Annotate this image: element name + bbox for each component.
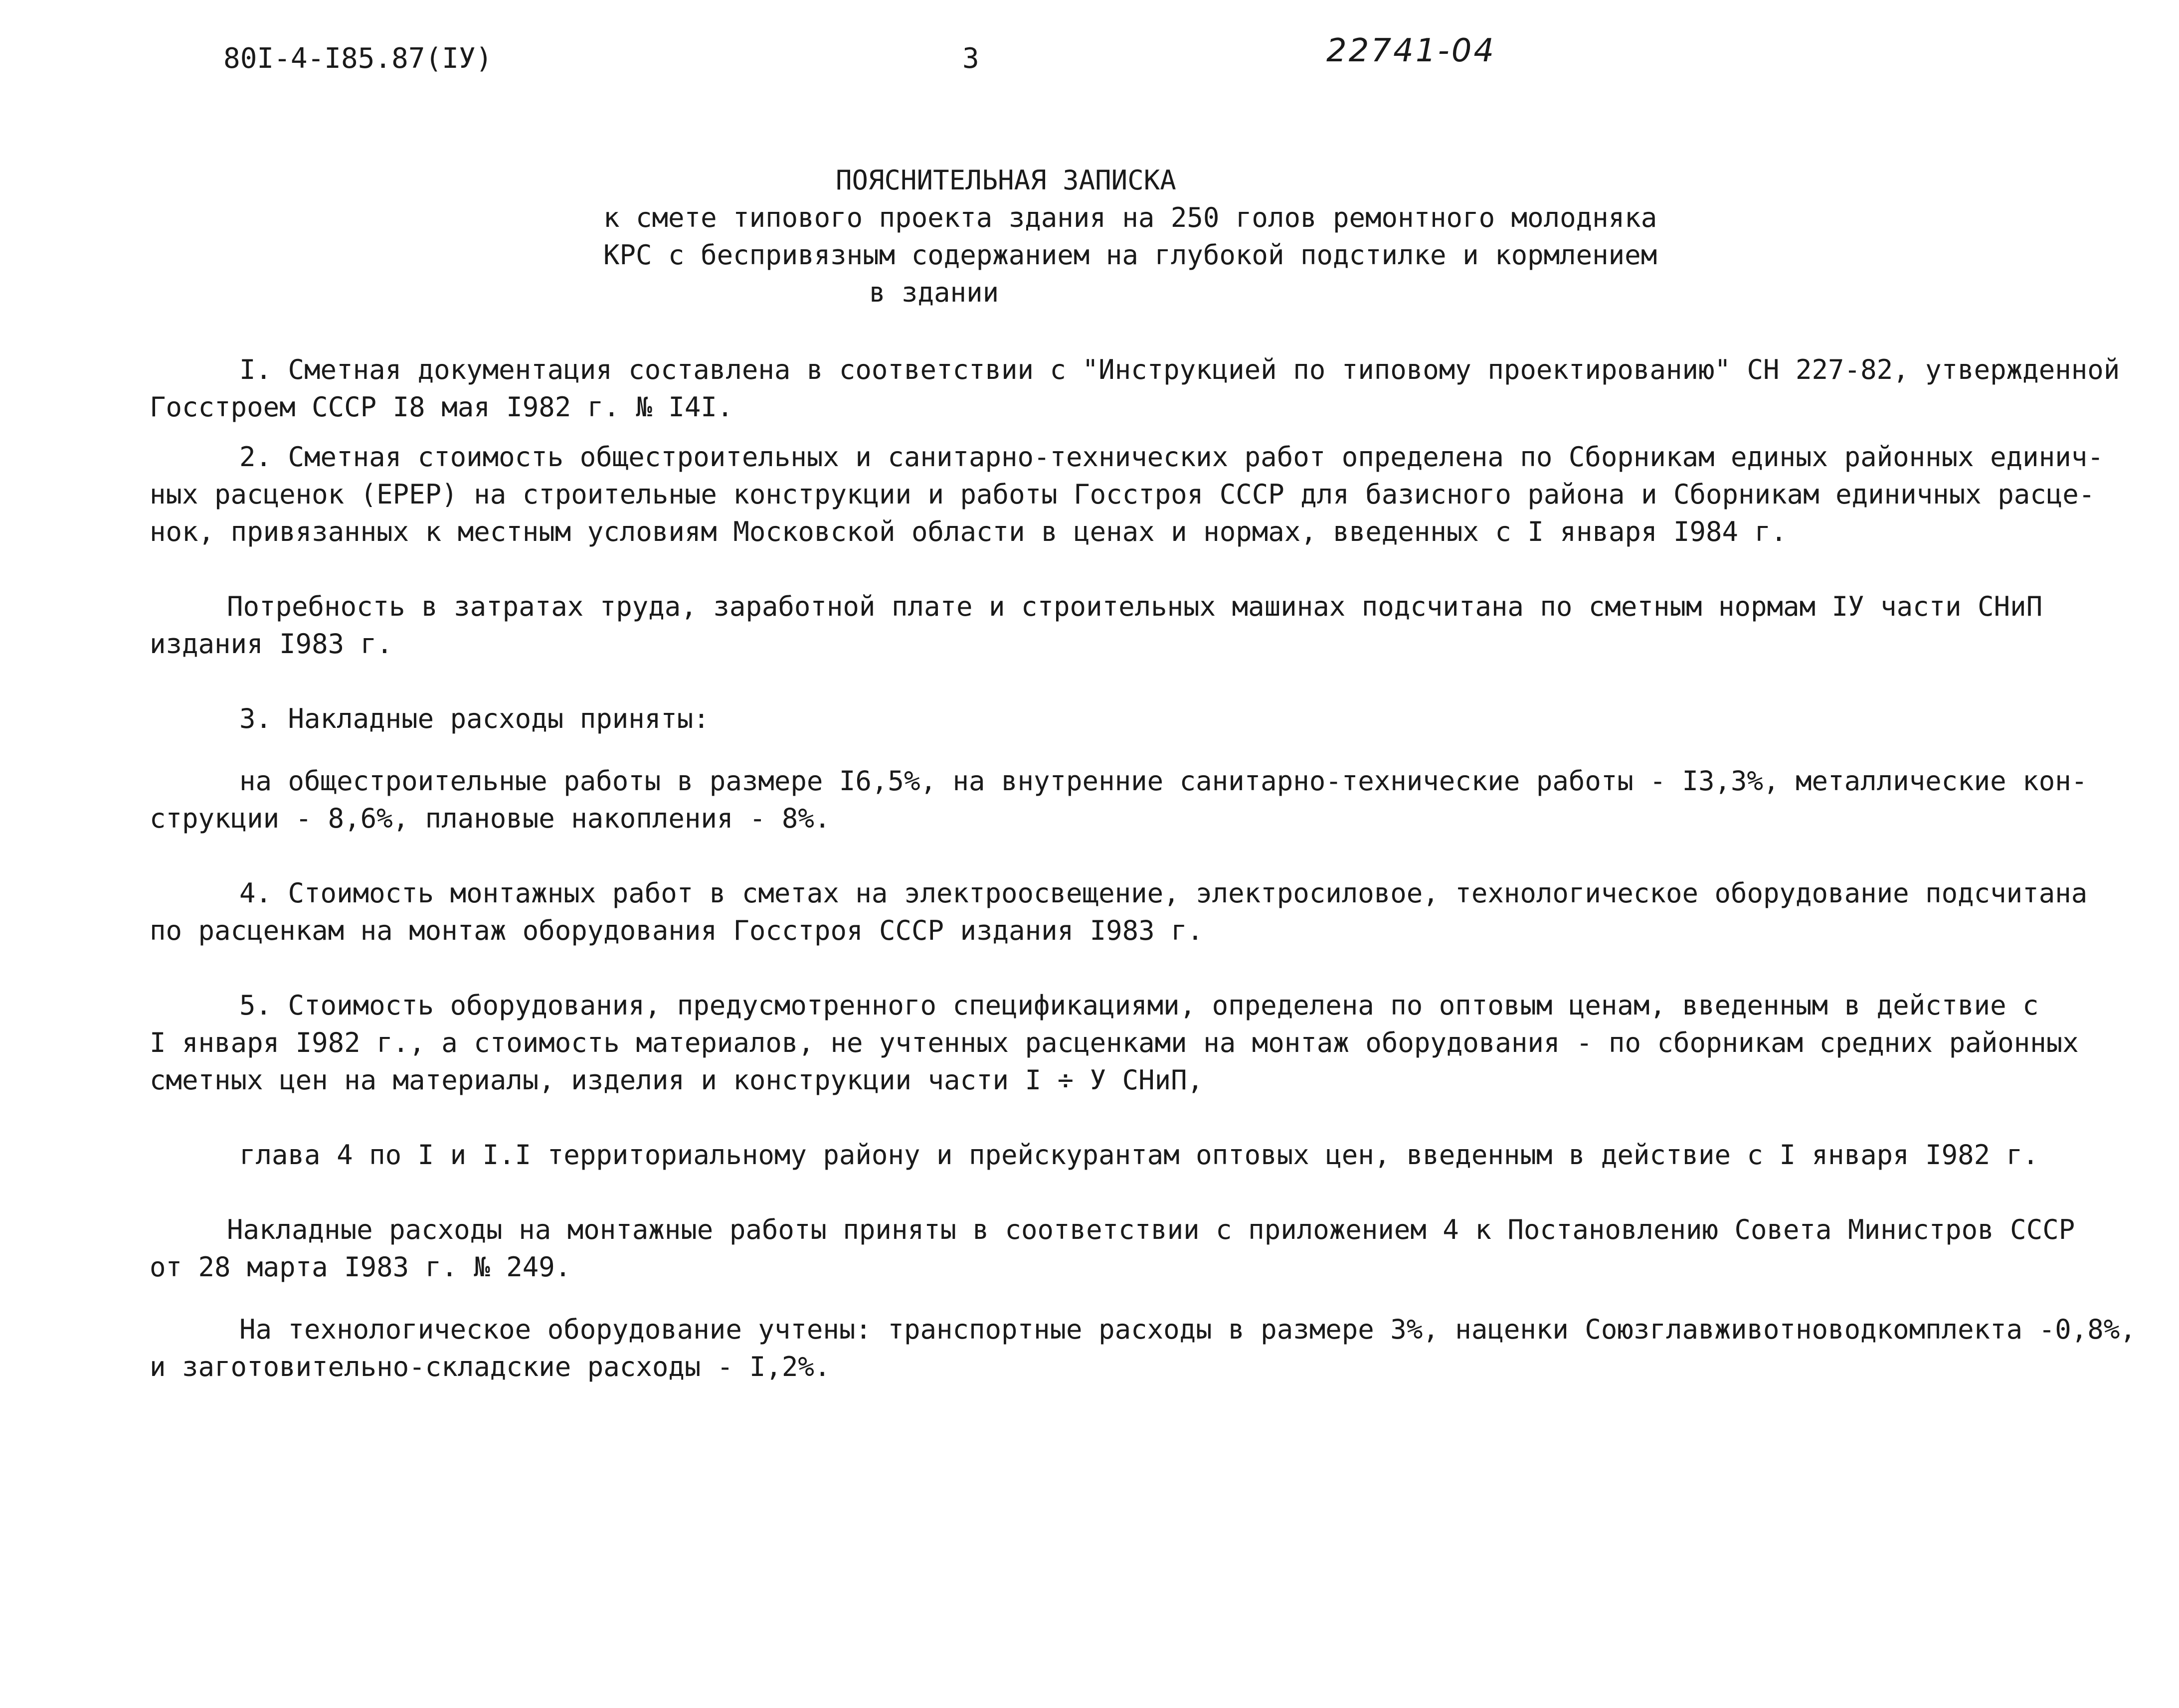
page-number: 3	[962, 42, 979, 75]
paragraph-4-line: 3. Накладные расходы приняты:	[239, 703, 710, 734]
document-code: 80I-4-I85.87(IУ)	[223, 42, 493, 75]
paragraph-7-line: 5. Стоимость оборудования, предусмотренного спецификациями, определена по оптовым ценам, введенным в действие с	[239, 990, 2039, 1021]
paragraph-2-line: ных расценок (ЕРЕР) на строительные конструкции и работы Госстроя СССР для базисного района и Сборникам единичных расце-	[150, 479, 2095, 510]
paragraph-10-line: На технологическое оборудование учтены: транспортные расходы в размере 3%, наценки Союзглавживотноводкомплекта -0,8%,	[239, 1314, 2136, 1345]
paragraph-9-line: от 28 марта I983 г. № 249.	[150, 1251, 571, 1283]
paragraph-6-line: по расценкам на монтаж оборудования Госстроя СССР издания I983 г.	[150, 915, 1204, 946]
paragraph-2-line: 2. Сметная стоимость общестроительных и санитарно-технических работ определена по Сборникам единых районных единич-	[239, 441, 2104, 473]
paragraph-10-line: и заготовительно-складские расходы - I,2%.	[150, 1351, 831, 1382]
paragraph-8-line: глава 4 по I и I.I территориальному району и прейскурантам оптовых цен, введенным в действие с I января I982 г.	[239, 1139, 2039, 1171]
title-heading: ПОЯСНИТЕЛЬНАЯ ЗАПИСКА	[836, 165, 1176, 196]
paragraph-5-line: струкции - 8,6%, плановые накопления - 8%.	[150, 803, 831, 834]
handwritten-document-number: 22741-04	[1326, 32, 1496, 69]
paragraph-2-line: нок, привязанных к местным условиям Московской области в ценах и нормах, введенных с I января I984 г.	[150, 516, 1787, 547]
title-line: в здании	[869, 277, 999, 308]
paragraph-1-line: Госстроем СССР I8 мая I982 г. № I4I.	[150, 391, 733, 423]
title-line: КРС с беспривязным содержанием на глубокой подстилке и кормлением	[603, 239, 1657, 271]
paragraph-9-line: Накладные расходы на монтажные работы приняты в соответствии с приложением 4 к Постановлению Совета Министров СССР	[227, 1214, 2075, 1245]
paragraph-6-line: 4. Стоимость монтажных работ в сметах на электроосвещение, электросиловое, технологическое оборудование подсчитана	[239, 877, 2088, 909]
paragraph-1-line: I. Сметная документация составлена в соответствии с "Инструкцией по типовому проектированию" СН 227-82, утвержденной	[239, 354, 2120, 385]
paragraph-5-line: на общестроительные работы в размере I6,5%, на внутренние санитарно-технические работы - I3,3%, металлические кон-	[239, 765, 2088, 797]
paragraph-7-line: сметных цен на материалы, изделия и конструкции части I ÷ У СНиП,	[150, 1064, 1204, 1096]
paragraph-3-line: Потребность в затратах труда, заработной плате и строительных машинах подсчитана по сметным нормам IУ части СНиП	[227, 591, 2043, 622]
paragraph-3-line: издания I983 г.	[150, 628, 393, 660]
paragraph-7-line: I января I982 г., а стоимость материалов, не учтенных расценками на монтаж оборудования - по сборникам средних районных	[150, 1027, 2079, 1058]
title-line: к смете типового проекта здания на 250 голов ремонтного молодняка	[603, 202, 1657, 233]
